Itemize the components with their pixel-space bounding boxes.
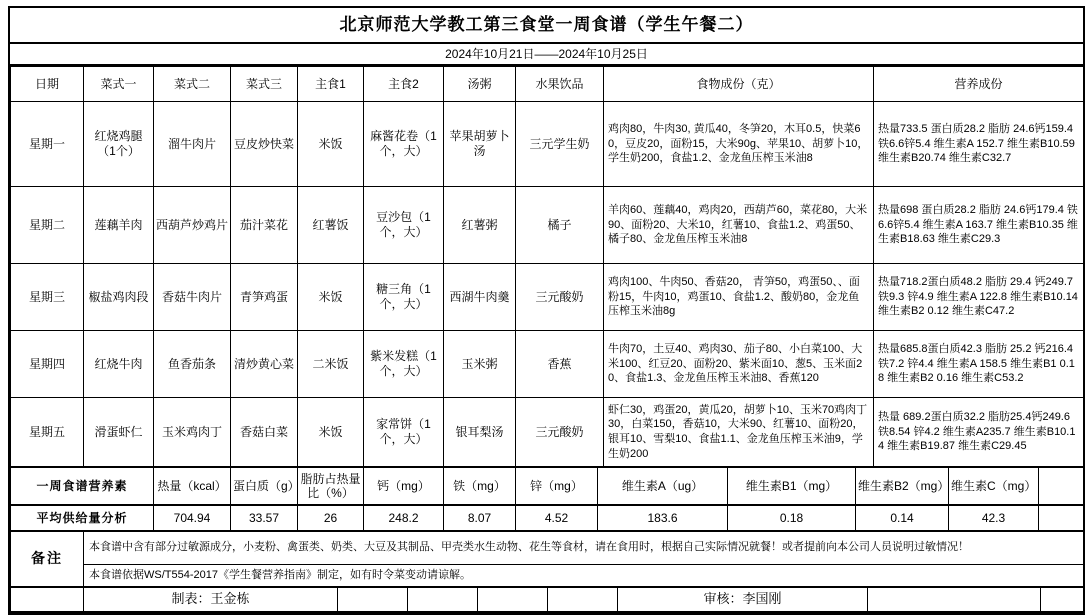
summary-header-row	[11, 467, 1084, 505]
remark-row-2	[11, 565, 1084, 587]
metric-value-vitamin-c: 42.3	[949, 505, 1039, 531]
cell-dish3: 豆皮炒快菜	[231, 102, 298, 187]
signature-table	[10, 586, 1084, 613]
summary-row-label: 平均供给量分析	[11, 505, 154, 531]
metric-name-fat-ratio: 脂肪占热量比（%）	[298, 467, 364, 505]
metric-value-iron: 8.07	[444, 505, 516, 531]
cell-staple2: 豆沙包（1个，大）	[364, 187, 444, 264]
summary-label: 一周食谱营养素	[11, 467, 154, 505]
metric-name-iron: 铁（mg）	[444, 467, 516, 505]
metric-value-fat-ratio: 26	[298, 505, 364, 531]
empty-cell	[868, 587, 1041, 612]
cell-nutrition: 热量 689.2蛋白质32.2 脂肪25.4钙249.6 铁8.54 锌4.2 维生素A235.7 维生素B10.14 维生素B19.87 维生素C29.45	[874, 398, 1084, 467]
menu-table-wrapper	[8, 6, 1085, 615]
day-row-wednesday	[11, 264, 1084, 331]
metric-value-vitamin-b2: 0.14	[856, 505, 949, 531]
cell-dish3: 清炒黄心菜	[231, 331, 298, 398]
cell-staple2: 糖三角（1个，大）	[364, 264, 444, 331]
metric-name-energy: 热量（kcal）	[154, 467, 231, 505]
cell-fruit-drink: 三元酸奶	[516, 264, 604, 331]
metric-name-vitamin-a: 维生素A（ug）	[598, 467, 728, 505]
remark-row-1	[11, 532, 1084, 565]
cell-fruit-drink: 三元酸奶	[516, 398, 604, 467]
cell-fruit-drink: 三元学生奶	[516, 102, 604, 187]
cell-dish2: 溜牛肉片	[154, 102, 231, 187]
cell-day: 星期四	[11, 331, 84, 398]
empty-cell	[1041, 587, 1084, 612]
day-row-tuesday	[11, 187, 1084, 264]
cell-soup: 玉米粥	[444, 331, 516, 398]
empty-cell	[478, 587, 548, 612]
cell-staple1: 米饭	[298, 264, 364, 331]
menu-table	[10, 66, 1084, 467]
cell-nutrition: 热量733.5 蛋白质28.2 脂肪 24.6钙159.4 铁6.6锌5.4 维生素A 152.7 维生素B10.59 维生素B20.74 维生素C32.7	[874, 102, 1084, 187]
cell-ingredients: 鸡肉100、牛肉50、香菇20， 青笋50，鸡蛋50、、面粉15，牛肉10，鸡蛋10、食盐1.2、酸奶80，金龙鱼压榨玉米油8g	[604, 264, 874, 331]
cell-nutrition: 热量685.8蛋白质42.3 脂肪 25.2 钙216.4 铁7.2 锌4.4 维生素A 158.5 维生素B1 0.18 维生素B2 0.16 维生素C53.2	[874, 331, 1084, 398]
cell-dish2: 玉米鸡肉丁	[154, 398, 231, 467]
day-row-thursday	[11, 331, 1084, 398]
col-header-staple2: 主食2	[364, 67, 444, 102]
col-header-ingredients: 食物成份（克）	[604, 67, 874, 102]
empty-cell	[1039, 467, 1084, 505]
cell-dish1: 莲藕羊肉	[84, 187, 154, 264]
day-row-monday	[11, 102, 1084, 187]
cell-dish1: 红烧牛肉	[84, 331, 154, 398]
cell-dish3: 青笋鸡蛋	[231, 264, 298, 331]
cell-staple1: 米饭	[298, 398, 364, 467]
metric-name-calcium: 钙（mg）	[364, 467, 444, 505]
remark-line-allergens: 本食谱中含有部分过敏源成分，小麦粉、禽蛋类、奶类、大豆及其制品、甲壳类水生动物、花生等食材，请在食用时，根据自己实际情况就餐！或者提前向本公司人员说明过敏情况！	[84, 532, 1084, 565]
reviewed-by: 审核：李国刚	[618, 587, 868, 612]
cell-dish1: 滑蛋虾仁	[84, 398, 154, 467]
cell-ingredients: 虾仁30，鸡蛋20，黄瓜20，胡萝卜10、玉米70鸡肉丁30，白菜150，香菇10，大米90、红薯10、面粉20，银耳10、雪梨10、食盐1.1、金龙鱼压榨玉米油9，学生奶200	[604, 398, 874, 467]
cell-dish1: 红烧鸡腿（1个）	[84, 102, 154, 187]
cell-staple2: 麻酱花卷（1个，大）	[364, 102, 444, 187]
cell-soup: 红薯粥	[444, 187, 516, 264]
col-header-soup: 汤粥	[444, 67, 516, 102]
cell-staple2: 紫米发糕（1个，大）	[364, 331, 444, 398]
summary-value-row	[11, 505, 1084, 531]
empty-cell	[548, 587, 618, 612]
cell-dish2: 香菇牛肉片	[154, 264, 231, 331]
remark-line-standard: 本食谱依据WS/T554-2017《学生餐营养指南》制定，如有时令菜变动请谅解。	[84, 565, 1084, 587]
col-header-dish1: 菜式一	[84, 67, 154, 102]
cell-dish3: 香菇白菜	[231, 398, 298, 467]
cell-day: 星期一	[11, 102, 84, 187]
cell-day: 星期三	[11, 264, 84, 331]
metric-value-zinc: 4.52	[516, 505, 598, 531]
cell-day: 星期五	[11, 398, 84, 467]
metric-value-vitamin-a: 183.6	[598, 505, 728, 531]
signature-row	[11, 587, 1084, 612]
cell-ingredients: 牛肉70，土豆40、鸡肉30、茄子80、小白菜100、大米100、红豆20、面粉20、紫米面10、葱5、玉米面20、食盐1.3、金龙鱼压榨玉米油8、香蕉120	[604, 331, 874, 398]
cell-soup: 银耳梨汤	[444, 398, 516, 467]
cell-staple1: 二米饭	[298, 331, 364, 398]
col-header-date: 日期	[11, 67, 84, 102]
cell-staple1: 米饭	[298, 102, 364, 187]
prepared-by: 制表：王金栋	[84, 587, 338, 612]
cell-nutrition: 热量718.2蛋白质48.2 脂肪 29.4 钙249.7 铁9.3 锌4.9 维生素A 122.8 维生素B10.14 维生素B2 0.12 维生素C47.2	[874, 264, 1084, 331]
cell-dish3: 茄汁菜花	[231, 187, 298, 264]
metric-name-zinc: 锌（mg）	[516, 467, 598, 505]
metric-name-protein: 蛋白质（g）	[231, 467, 298, 505]
cell-staple2: 家常饼（1个，大）	[364, 398, 444, 467]
remarks-label: 备注	[11, 532, 84, 587]
header-row	[11, 67, 1084, 102]
metric-value-protein: 33.57	[231, 505, 298, 531]
cell-soup: 西湖牛肉羹	[444, 264, 516, 331]
metric-value-energy: 704.94	[154, 505, 231, 531]
col-header-nutrition: 营养成份	[874, 67, 1084, 102]
remarks-table	[10, 531, 1084, 587]
page-title: 北京师范大学教工第三食堂一周食谱（学生午餐二）	[10, 8, 1083, 44]
cell-ingredients: 羊肉60、莲藕40，鸡肉20，西葫芦60，菜花80，大米90、面粉20、大米10，红薯10、食盐1.2、鸡蛋50、橘子80、金龙鱼压榨玉米油8	[604, 187, 874, 264]
date-range: 2024年10月21日——2024年10月25日	[10, 44, 1083, 66]
empty-cell	[1039, 505, 1084, 531]
cell-fruit-drink: 橘子	[516, 187, 604, 264]
col-header-staple1: 主食1	[298, 67, 364, 102]
metric-name-vitamin-b1: 维生素B1（mg）	[728, 467, 856, 505]
cell-dish2: 西葫芦炒鸡片	[154, 187, 231, 264]
day-row-friday	[11, 398, 1084, 467]
col-header-dish3: 菜式三	[231, 67, 298, 102]
cell-staple1: 红薯饭	[298, 187, 364, 264]
empty-cell	[11, 587, 84, 612]
cell-dish2: 鱼香茄条	[154, 331, 231, 398]
cell-day: 星期二	[11, 187, 84, 264]
col-header-dish2: 菜式二	[154, 67, 231, 102]
metric-value-vitamin-b1: 0.18	[728, 505, 856, 531]
cell-nutrition: 热量698 蛋白质28.2 脂肪 24.6钙179.4 铁6.6锌5.4 维生素A 163.7 维生素B10.35 维生素B18.63 维生素C29.3	[874, 187, 1084, 264]
metric-name-vitamin-b2: 维生素B2（mg）	[856, 467, 949, 505]
metric-value-calcium: 248.2	[364, 505, 444, 531]
cell-ingredients: 鸡肉80，牛肉30, 黄瓜40，冬笋20，木耳0.5，快菜60，豆皮20，面粉15，大米90g、苹果10、胡萝卜10，学生奶200，食盐1.2、金龙鱼压榨玉米油8	[604, 102, 874, 187]
nutrient-summary-table	[10, 466, 1084, 532]
cell-soup: 苹果胡萝卜汤	[444, 102, 516, 187]
metric-name-vitamin-c: 维生素C（mg）	[949, 467, 1039, 505]
empty-cell	[408, 587, 478, 612]
empty-cell	[338, 587, 408, 612]
cell-dish1: 椒盐鸡肉段	[84, 264, 154, 331]
col-header-fruit-drink: 水果饮品	[516, 67, 604, 102]
cell-fruit-drink: 香蕉	[516, 331, 604, 398]
